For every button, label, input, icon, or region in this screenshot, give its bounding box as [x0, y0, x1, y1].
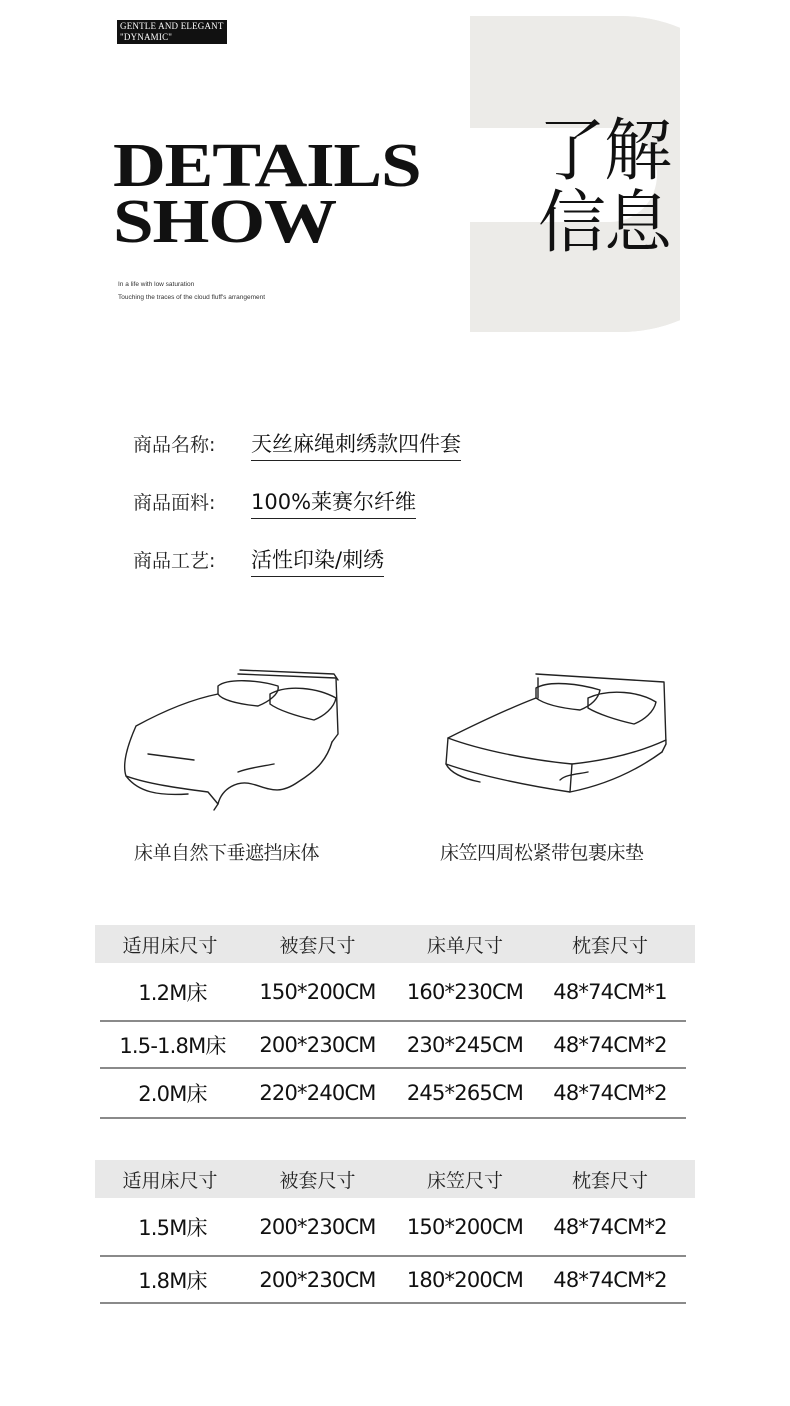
tagline-line-2: Touching the traces of the cloud fluff's arrangement	[118, 294, 266, 301]
header-cell: 被套尺寸	[279, 934, 356, 957]
cn-title-line-2: 信息	[538, 184, 671, 263]
table-cell: 1.8M床	[138, 1268, 207, 1293]
tag-line-1: GENTLE AND ELEGANT	[120, 21, 224, 31]
info-value: 活性印染/刺绣	[251, 544, 384, 577]
info-key: 商品面料:	[133, 492, 216, 514]
table-cell: 220*240CM	[259, 1081, 376, 1105]
info-value: 天丝麻绳刺绣款四件套	[251, 428, 461, 461]
info-value: 100%莱赛尔纤维	[251, 486, 416, 519]
info-row-craft	[133, 544, 461, 602]
table-cell: 48*74CM*1	[553, 979, 667, 1004]
cn-title	[538, 112, 671, 263]
flat-sheet-caption: 床单自然下垂遮挡床体	[134, 842, 320, 864]
header-cell: 床单尺寸	[426, 934, 503, 957]
headline-line-2: SHOW	[113, 188, 336, 256]
table-cell: 48*74CM*2	[553, 1081, 667, 1105]
header-cell: 适用床尺寸	[122, 1169, 218, 1192]
header-cell: 枕套尺寸	[571, 934, 648, 957]
table-row	[100, 1257, 686, 1304]
header-cell: 床笠尺寸	[426, 1169, 503, 1192]
table-cell: 48*74CM*2	[553, 1032, 667, 1057]
tagline-line-1: In a life with low saturation	[118, 281, 195, 288]
fitted-sheet-bed-illustration	[440, 668, 670, 808]
info-key: 商品名称:	[133, 434, 216, 456]
table-cell: 200*230CM	[259, 1214, 376, 1239]
headline	[113, 132, 421, 256]
cn-title-line-1: 了解	[538, 112, 671, 191]
table-header	[95, 1160, 695, 1198]
fitted-size-table	[95, 1160, 695, 1304]
header-cell: 适用床尺寸	[122, 934, 218, 957]
header-cell: 枕套尺寸	[571, 1169, 648, 1192]
table-cell: 200*230CM	[259, 1032, 376, 1057]
fitted-sheet-caption: 床笠四周松紧带包裹床垫	[440, 842, 644, 864]
tag-line-2: "DYNAMIC"	[120, 32, 173, 42]
flat-sheet-bed-illustration	[118, 664, 348, 814]
table-cell: 180*200CM	[406, 1267, 524, 1292]
table-row	[100, 1069, 686, 1119]
table-row	[100, 963, 686, 1022]
table-cell: 150*200CM	[259, 979, 376, 1004]
tagline	[118, 278, 265, 304]
table-cell: 160*230CM	[406, 979, 524, 1004]
info-row-name	[133, 428, 461, 486]
info-key: 商品工艺:	[133, 550, 216, 572]
header-tag	[117, 20, 227, 44]
table-header	[95, 925, 695, 963]
sheet-size-table	[95, 925, 695, 1119]
table-cell: 2.0M床	[138, 1082, 207, 1106]
table-cell: 1.5-1.8M床	[119, 1033, 226, 1058]
table-cell: 48*74CM*2	[553, 1214, 667, 1239]
table-cell: 230*245CM	[406, 1032, 524, 1057]
product-info	[133, 428, 461, 602]
table-row	[100, 1022, 686, 1069]
header-cell: 被套尺寸	[279, 1169, 356, 1192]
table-cell: 150*200CM	[406, 1214, 524, 1239]
info-row-fabric	[133, 486, 461, 544]
table-row	[100, 1198, 686, 1257]
headline-line-1: DETAILS	[113, 132, 421, 200]
table-cell: 245*265CM	[406, 1081, 524, 1105]
table-cell: 1.2M床	[138, 980, 207, 1005]
table-cell: 1.5M床	[138, 1215, 207, 1240]
table-cell: 48*74CM*2	[553, 1267, 667, 1292]
table-cell: 200*230CM	[259, 1267, 376, 1292]
